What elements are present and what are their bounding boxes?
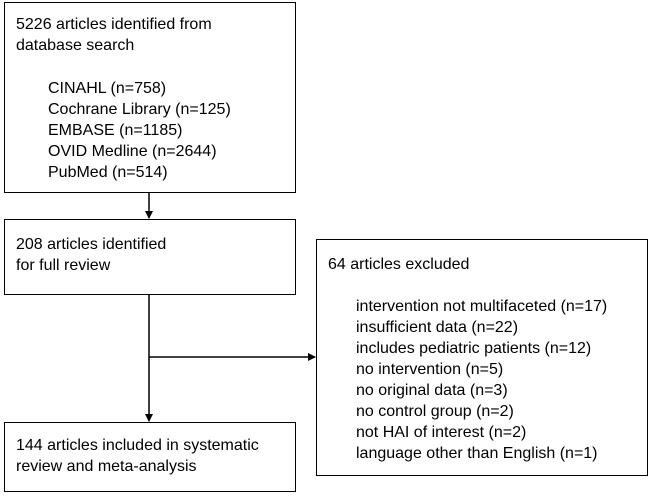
full-review-line1: 208 articles identified: [16, 236, 167, 253]
source-item-cinahl: CINAHL (n=758): [48, 80, 167, 97]
exclusion-reason-item: intervention not multifaceted (n=17): [356, 298, 608, 315]
database-source-list: [16, 78, 295, 183]
exclusion-reason-item: no original data (n=3): [356, 382, 508, 399]
exclusion-reason-item: no intervention (n=5): [356, 361, 504, 378]
full-review-line2: for full review: [16, 257, 111, 274]
source-item-cochrane: Cochrane Library (n=125): [48, 101, 231, 118]
exclusion-reason-item: includes pediatric patients (n=12): [356, 340, 592, 357]
exclusion-reason-item: insufficient data (n=22): [356, 319, 519, 336]
source-item-ovid-medline: OVID Medline (n=2644): [48, 143, 217, 160]
included-line2: review and meta-analysis: [16, 458, 197, 475]
excluded-box: [316, 239, 648, 476]
search-results-box: [4, 2, 296, 193]
exclusion-reason-item: not HAI of interest (n=2): [356, 424, 527, 441]
excluded-title: 64 articles excluded: [328, 256, 470, 273]
source-item-pubmed: PubMed (n=514): [48, 164, 168, 181]
search-title-line1: 5226 articles identified from: [16, 16, 212, 33]
full-review-box: [4, 219, 296, 295]
exclusion-reason-item: language other than English (n=1): [356, 445, 598, 462]
included-line1: 144 articles included in systematic: [16, 437, 259, 454]
exclusion-reason-list: [328, 296, 647, 464]
included-box: [4, 422, 296, 492]
exclusion-reason-item: no control group (n=2): [356, 403, 514, 420]
source-item-embase: EMBASE (n=1185): [48, 122, 183, 139]
search-title-line2: database search: [16, 37, 135, 54]
